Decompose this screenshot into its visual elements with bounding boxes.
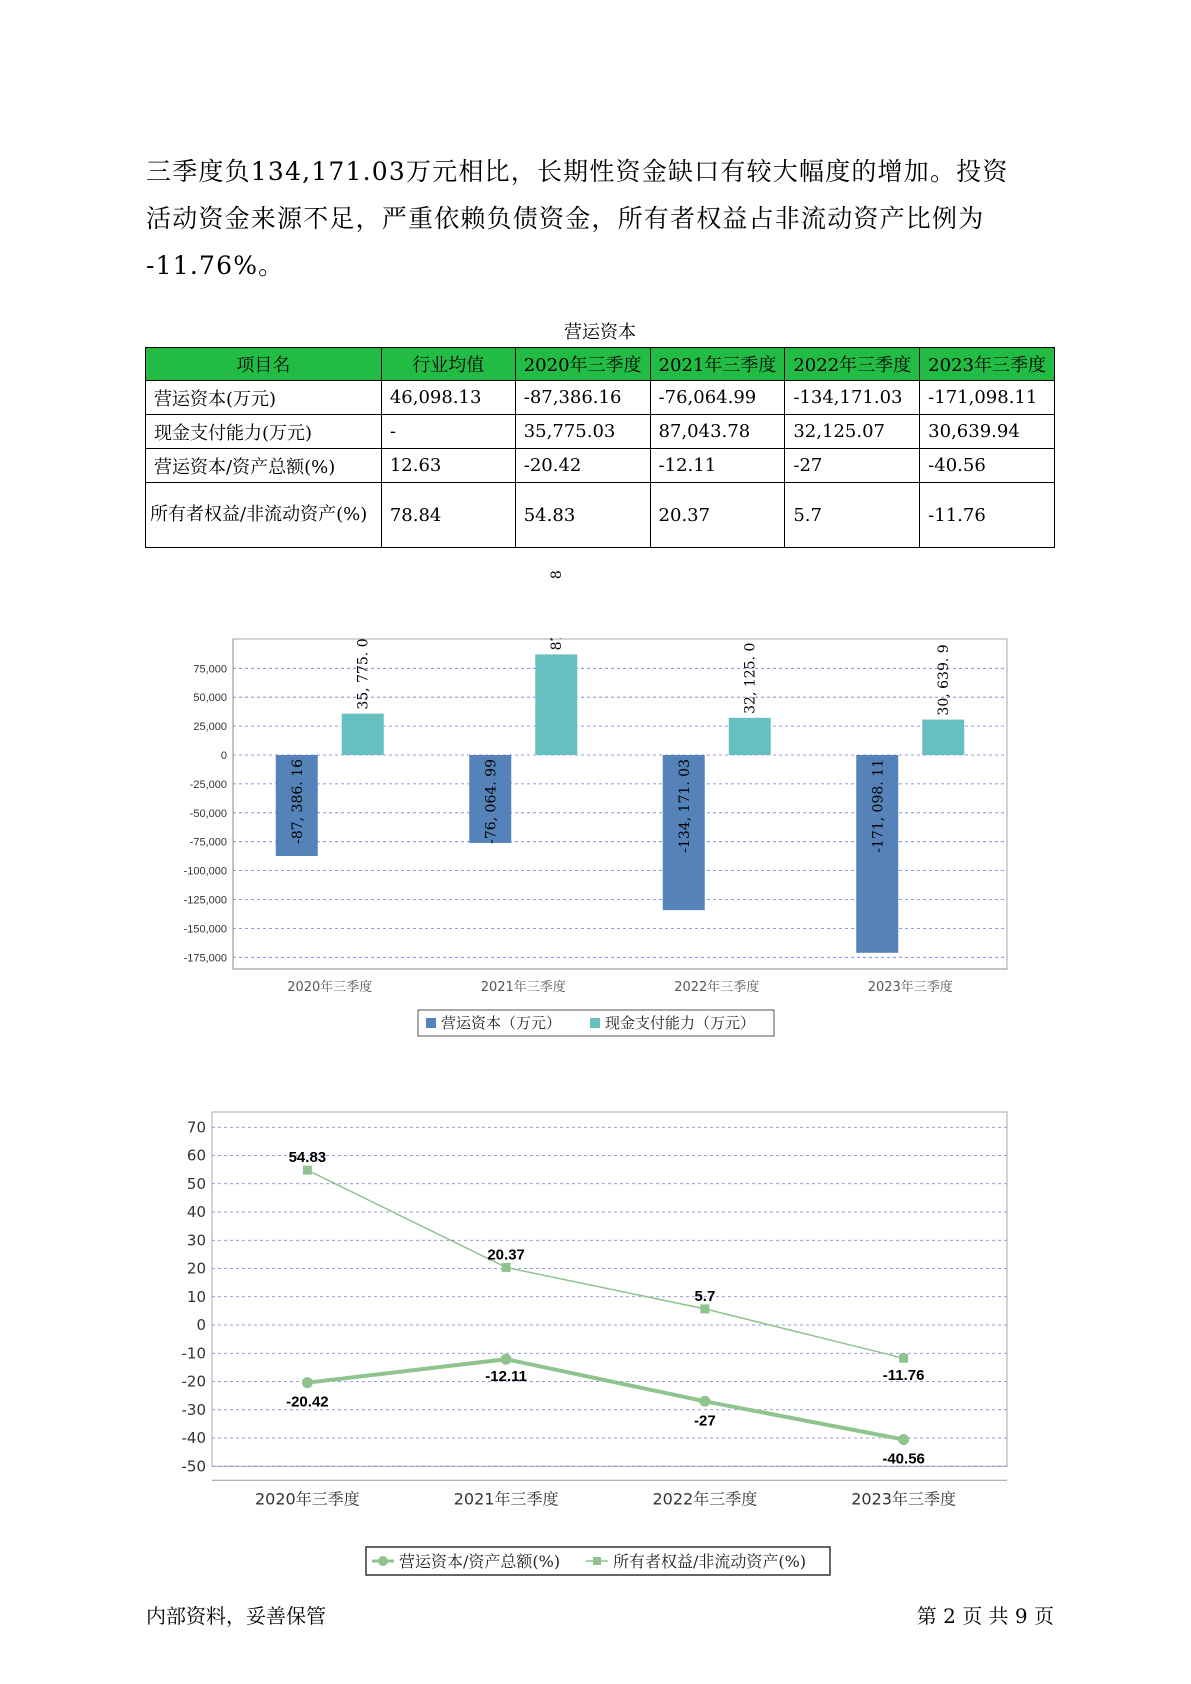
table-cell: 54.83 [515, 483, 650, 548]
data-point [898, 1434, 909, 1445]
y-tick-label: -40 [181, 1429, 206, 1447]
legend-marker [378, 1556, 388, 1566]
data-label: 32, 125. 0 [742, 642, 759, 714]
data-label: -11.76 [882, 1367, 925, 1385]
table-cell: -27 [785, 449, 920, 483]
table-cell: 5.7 [785, 483, 920, 548]
x-tick-label: 2021年三季度 [480, 980, 566, 995]
data-label: 54.83 [288, 1149, 327, 1167]
table-header-cell: 行业均值 [381, 348, 515, 381]
table-cell: 32,125.07 [785, 415, 920, 449]
table-cell: -87,386.16 [515, 381, 650, 415]
table-cell: 35,775.03 [515, 415, 650, 449]
legend-label: 现金支付能力（万元） [605, 1014, 756, 1032]
y-tick-label: -20 [181, 1372, 206, 1391]
data-point [699, 1396, 710, 1407]
x-tick-label: 2022年三季度 [674, 980, 760, 995]
table-cell: 87,043.78 [650, 415, 785, 449]
data-label: -27 [694, 1412, 716, 1430]
data-label: 30, 639. 9 [936, 644, 953, 716]
y-tick-label: 70 [186, 1118, 206, 1137]
y-tick-label: 75,000 [193, 663, 227, 676]
y-tick-label: -75,000 [189, 836, 227, 849]
footer-confidential: 内部资料，妥善保管 [146, 1604, 326, 1628]
data-label: -12.11 [485, 1368, 527, 1386]
y-tick-label: -175,000 [183, 952, 227, 965]
table-cell: 20.37 [650, 483, 785, 548]
table-cell: -76,064.99 [650, 381, 785, 415]
table-cell: - [381, 415, 515, 449]
data-point [700, 1304, 709, 1313]
y-tick-label: 50,000 [193, 692, 227, 705]
table-header-cell: 2021年三季度 [650, 348, 785, 381]
table-cell: 所有者权益/非流动资产(%) [146, 483, 382, 548]
y-tick-label: -50,000 [189, 807, 227, 820]
footer-page-number: 第 2 页 共 9 页 [916, 1604, 1054, 1628]
y-tick-label: 60 [186, 1146, 206, 1165]
data-point [899, 1354, 908, 1363]
x-tick-label: 2023年三季度 [851, 1489, 956, 1509]
paragraph-line: 三季度负134,171.03万元相比，长期性资金缺口有较大幅度的增加。投资 [146, 157, 1009, 186]
table-header-cell: 2020年三季度 [515, 348, 650, 381]
table-cell: -171,098.11 [920, 381, 1055, 415]
table-cell: 30,639.94 [920, 415, 1055, 449]
y-tick-label: 30 [186, 1231, 206, 1250]
y-tick-label: 25,000 [193, 721, 227, 734]
data-label: -40.56 [882, 1450, 925, 1468]
y-tick-label: -50 [181, 1457, 206, 1476]
data-label: 35, 775. 0 [355, 638, 372, 710]
y-tick-label: -10 [181, 1344, 206, 1363]
data-label: -87, 386. 16 [289, 759, 306, 844]
x-tick-label: 2020年三季度 [255, 1489, 360, 1509]
x-tick-label: 2020年三季度 [287, 980, 373, 995]
y-tick-label: 0 [196, 1316, 206, 1334]
y-tick-label: -125,000 [183, 894, 227, 907]
data-label: -171, 098. 11 [870, 759, 887, 853]
y-tick-label: -30 [181, 1400, 206, 1419]
x-tick-label: 2021年三季度 [453, 1489, 559, 1509]
data-label: 20.37 [487, 1246, 525, 1264]
y-tick-label: -25,000 [189, 778, 227, 791]
data-label: -20.42 [286, 1393, 329, 1411]
table-header-cell: 项目名 [146, 348, 382, 381]
paragraph-line: -11.76%。 [146, 251, 285, 280]
legend-label: 营运资本/资产总额(%) [399, 1552, 561, 1571]
table-cell: 78.84 [381, 483, 515, 548]
table-header-cell: 2023年三季度 [920, 348, 1055, 381]
table-cell: 营运资本/资产总额(%) [146, 449, 382, 483]
table-cell: 12.63 [381, 449, 515, 483]
legend-marker [593, 1557, 601, 1565]
data-label: 5.7 [694, 1287, 716, 1305]
y-tick-label: 40 [186, 1203, 206, 1221]
x-tick-label: 2023年三季度 [867, 980, 953, 995]
y-tick-label: 50 [186, 1174, 206, 1193]
paragraph-line: 活动资金来源不足，严重依赖负债资金，所有者权益占非流动资产比例为 [146, 204, 985, 233]
y-tick-label: -150,000 [183, 923, 227, 936]
data-label: -134, 171. 03 [676, 759, 693, 853]
table-cell: -20.42 [515, 449, 650, 483]
table-cell: -12.11 [650, 449, 785, 483]
table-cell: 营运资本(万元) [146, 381, 382, 415]
y-tick-label: 20 [186, 1259, 206, 1278]
table-header-cell: 2022年三季度 [785, 348, 920, 381]
table-cell: -11.76 [920, 483, 1055, 548]
table-cell: -134,171.03 [785, 381, 920, 415]
legend-label: 所有者权益/非流动资产(%) [613, 1552, 807, 1571]
table-caption: 营运资本 [564, 322, 636, 343]
data-point [501, 1354, 512, 1365]
data-label: -76, 064. 99 [483, 759, 500, 844]
table-cell: 现金支付能力(万元) [146, 415, 382, 449]
data-point [502, 1263, 511, 1272]
table-cell: 46,098.13 [381, 381, 515, 415]
legend-label: 营运资本（万元） [441, 1014, 562, 1032]
table-cell: -40.56 [920, 449, 1055, 483]
y-tick-label: 10 [186, 1287, 206, 1306]
x-tick-label: 2022年三季度 [652, 1489, 758, 1509]
y-tick-label: -100,000 [183, 865, 227, 878]
data-point [303, 1166, 312, 1175]
y-tick-label: 0 [220, 750, 227, 762]
data-point [302, 1377, 313, 1388]
